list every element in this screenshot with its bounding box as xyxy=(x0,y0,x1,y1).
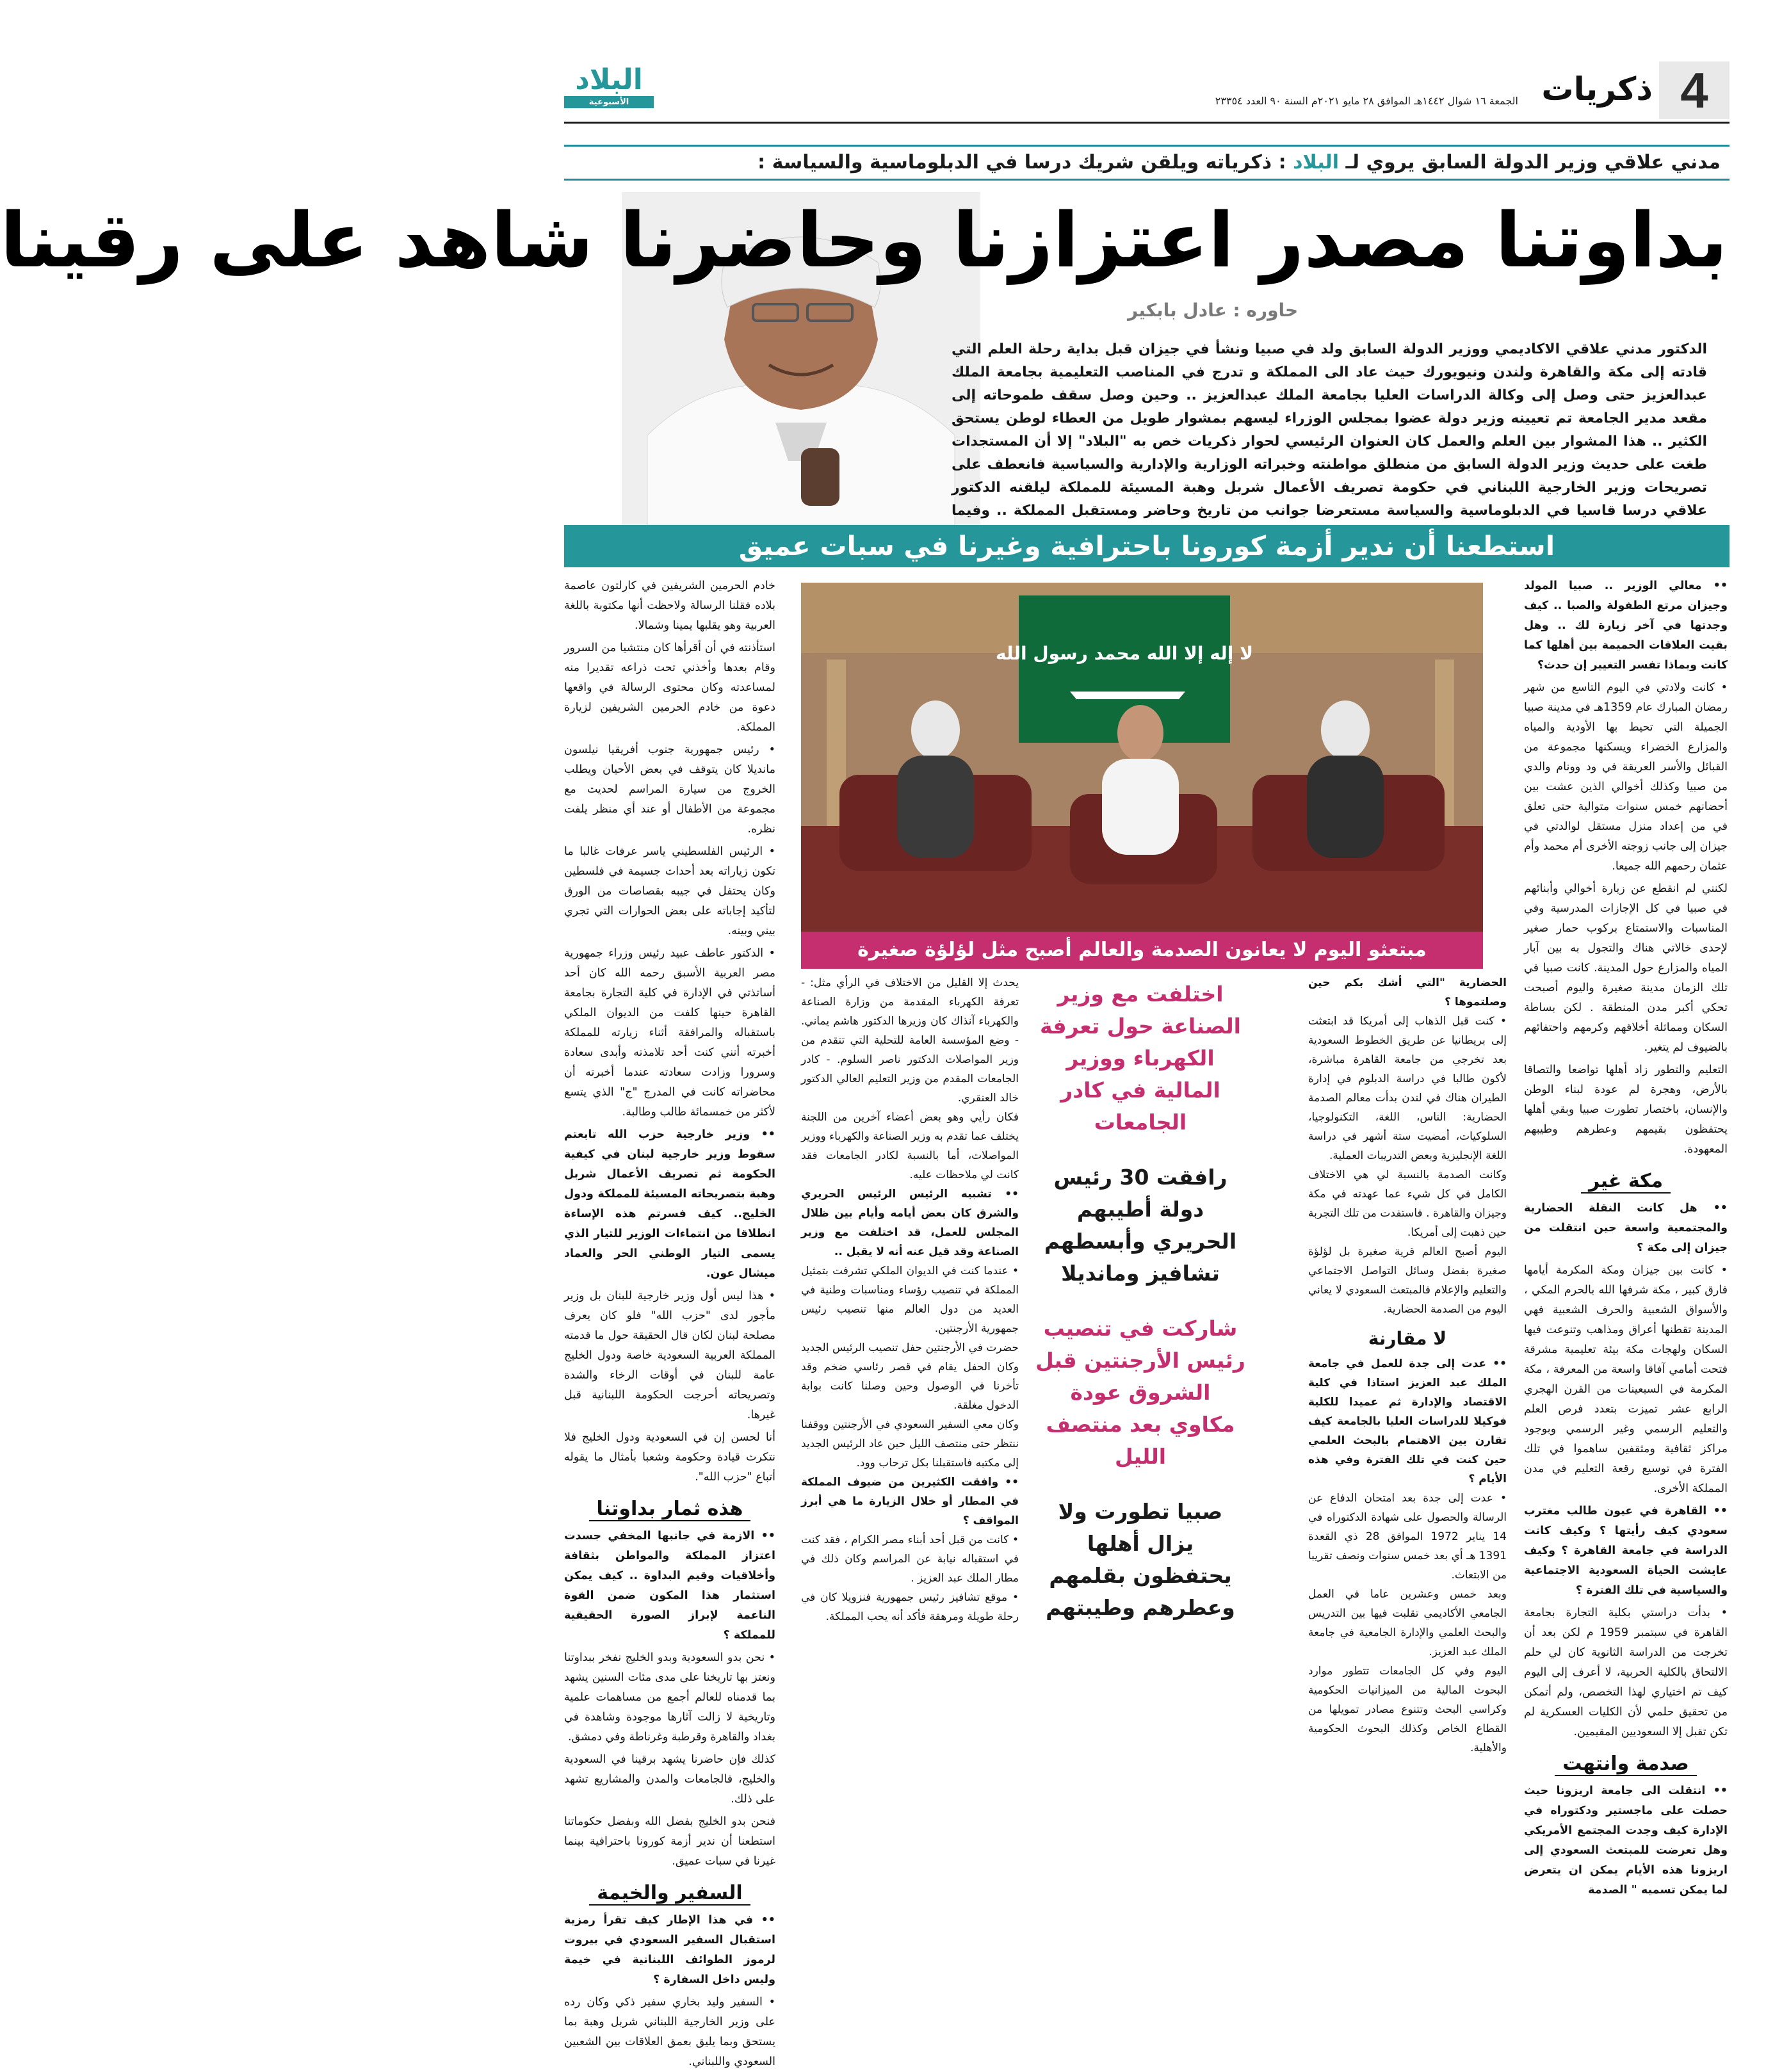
question: •• القاهرة في عيون طالب مغترب سعودي كيف رأيتها ؟ وكيف كانت الدراسة في جامعة القاهرة ؟ وكيف عايشت الحياة السعودية الاجتماعية والسياسية في تلك الفترة ؟ xyxy=(1524,1505,1728,1597)
intro-paragraph: الدكتور مدني علاقي الاكاديمي ووزير الدولة السابق ولد في صبيا ونشأ في جيزان قبل بداية رحلة العلم التي قادته إلى مكة والقاهرة ولندن ونيويورك حيث عاد الى المملكة و تدرج في المناصب التعليمية بجامعة الملك عبدالعزيز حتى وصل إلى وكالة الدراسات العليا بجامعة الملك عبدالعزيز .. وحين وصل سقف طموحاته إلى مقعد مدير الجامعة تم تعيينه وزير دولة عضوا بمجلس الوزراء ليسهم بمشوار طويل من العطاء لوطن يستحق الكثير .. هذا المشوار بين العلم والعمل كان العنوان الرئيسي لحوار ذكريات خص به "البلاد" إلا أن المستجدات طغت على حديث وزير الدولة السابق من منطلق مواطنته وخبراته الوزارية والإدارية والسياسية فانعطف على تصريحات وزير الخارجية اللبناني في حكومة تصريف الأعمال شربل وهبة المسيئة للمملكة ليلقنه الدكتور علاقي درسا قاسيا في الدبلوماسية والسياسة مستعرضا جوانب من تاريخ وحاضر ومستقبل المملكة .. وفيما xyxy=(952,341,1707,519)
page-header xyxy=(564,61,1730,119)
byline: حاوره : عادل بابكير xyxy=(1128,300,1299,321)
photo-caption: مبتعثو اليوم لا يعانون الصدمة والعالم أصبح مثل لؤلؤة صغيرة xyxy=(801,932,1483,969)
question: •• الازمة في جانبها المخفي جسدت اعتزاز المملكة والمواطن بثقافة وأخلاقيات وقيم البداوة .. كيف يمكن استثمار هذا المكون ضمن القوة الناعمة لإبراز الصورة الحقيقية للمملكة ؟ xyxy=(564,1530,775,1642)
pull-quotes xyxy=(1035,978,1246,1811)
kicker-after: : ذكرياته ويلقن شريك درسا في الدبلوماسية والسياسة : xyxy=(757,151,1286,174)
question: •• تشبيه الرئيس الرئيس الحريري والشرق كان بعض أيامه وأيام بين ظلال المجلس للعمل، قد اختلفت مع وزير الصناعة وقد قيل عنه أنه لا يقبل .. xyxy=(801,1188,1019,1258)
answer: • عدت إلى جدة بعد امتحان الدفاع عن الرسالة والحصول على شهادة الدكتوراه في 14 يناير 1972 الموافق 28 ذي القعدة 1391 هـ أي بعد خمس سنوات ونصف تقريبا من الابتعاث. xyxy=(1308,1492,1507,1582)
answer: • موقع تشافيز رئيس جمهورية فنزويلا كان في رحلة طويلة ومرهقة فأكد أنه يحب المملكة. xyxy=(801,1591,1019,1623)
section-banner: استطعنا أن ندير أزمة كورونا باحترافية وغيرنا في سبات عميق xyxy=(564,525,1730,567)
answer: • السفير وليد بخاري سفير ذكي وكان رده على وزير الخارجية اللبناني شربل وهبة بما يستحق وبما يليق بعمق العلاقات بين الشعبين السعودي واللبناني. xyxy=(564,1996,775,2068)
column-left xyxy=(564,576,775,2068)
column-middle-left xyxy=(801,973,1019,1940)
pull-quote: رافقت 30 رئيس دولة أطيبهم الحريري وأبسطهم تشافيز ومانديلا xyxy=(1044,1165,1237,1286)
flag-shahada: لا إله إلا الله محمد رسول الله xyxy=(996,643,1253,664)
question: •• انتقلت الى جامعة اريزونا حيث حصلت على ماجستير ودكتوراه في الإدارة كيف وجدت المجتمع الأمريكي وهل تعرضت للمبتعث السعودي إلى اريزونا هذه الأيام يمكن ان يتعرض لما يمكن تسميه " الصدمة xyxy=(1524,1785,1728,1897)
answer: التعليم والتطور زاد أهلها تواضعا والتصاقا بالأرض، وهجرة لم عودة لبناء الوطن والإنسان، باختصار تطورت صبيا وبقي أهلها يحتفظون بقيمهم وعطرهم وطيبهم المعهودة. xyxy=(1524,1064,1728,1156)
paragraph: فكان رأيي وهو بعض أعضاء آخرين من اللجنة يختلف عما تقدم به وزير الصناعة والكهرباء ووزير المواصلات، أما بالنسبة لكادر الجامعات فقد كانت لي ملاحظات عليه. xyxy=(801,1111,1019,1181)
question: •• وزير خارجية حزب الله تابعتم سقوط وزير خارجية لبنان في كيفية الحكومة ثم تصريف الأعمال شربل وهبة بتصريحاته المسيئة للمملكة ودول الخليج.. كيف فسرتم هذه الإساءة انطلاقا من انتماءات الوزير للتيار الذي يسمى التيار الوطني الحر والعماد ميشال عون. xyxy=(564,1128,775,1280)
answer: • بدأت دراستي بكلية التجارة بجامعة القاهرة في سبتمبر 1959 م لكن بعد أن تخرجت من الدراسة الثانوية كان لي حلم الالتحاق بالكلية الحربية، لا أعرف إلى اليوم كيف تم اختياري لهذا التخصص، ولم أتمكن من تحقيق حلمي لأن الكليات العسكرية لم تكن تقبل إلا السعوديين المقيمين. xyxy=(1524,1607,1728,1738)
dateline: الجمعة ١٦ شوال ١٤٤٢هـ الموافق ٢٨ مايو ٢٠٢١م السنة ٩٠ العدد ٢٣٣٥٤ xyxy=(1215,95,1518,107)
paragraph: يحدث إلا القليل من الاختلاف في الرأي مثل: - تعرفة الكهرباء المقدمة من وزارة الصناعة والكهرباء آنذاك كان وزيرها الدكتور هاشم يماني. - وضع المؤسسة العامة للتحلية التي تتقدم من وزير المواصلات الدكتور ناصر السلوم. - كادر الجامعات المقدم من وزير التعليم العالي الدكتور خالد العنقري. xyxy=(801,976,1019,1105)
pull-quote: شاركت في تنصيب رئيس الأرجنتين قبل الشروق عودة مكاوي بعد منتصف الليل xyxy=(1035,1316,1245,1469)
answer: • كانت بين جيزان ومكة المكرمة أيامها فارق كبير ، مكة شرفها الله بالحرم المكي ، والأسواق الشعبية والحرف الشعبية فهي المدينة تقطنها أعراق ومذاهب وتنوعت فيها السكان ولهجات مكة بيئة تعليمية مشرقة فتحت أمامي آفاقا واسعة من المعرفة ، مكة المكرمة في السبعينات من القرن الهجري الرابع عشر تميزت بتعدد فرص العلم والتعليم الرسمي وغير الرسمي وبوجود مراكز ثقافية ومثقفين ساهموا في تلك الفترة في توسيع رقعة التعليم في مدن المملكة الأخرى. xyxy=(1524,1264,1728,1495)
paragraph: خادم الحرمين الشريفين في كارلتون عاصمة بلاده فقلنا الرسالة ولاحظت أنها مكتوبة باللغة العربية وهو يقلبها يمينا وشمالا. xyxy=(564,579,775,632)
answer: لكنني لم انقطع عن زيارة أخوالي وأبنائهم في صبيا في كل الإجازات المدرسية وفي المناسبات والاستمتاع بركوب حمار صغير لإحدى خالاتي هناك والتجول به بين آبار المياه والمزارع حول المدينة. كانت صبيا في تلك الزمان مدينة صغيرة واليوم أصبحت تحكي أكبر مدن المنطقة . لكن بساطة السكان ومماثلة أخلاقهم وكرمهم واحتفائهم بالضيوف لم يتغير. xyxy=(1524,882,1728,1054)
answer: • كانت ولادتي في اليوم التاسع من شهر رمضان المبارك عام 1359هـ في مدينة صبيا الجميلة التي تحيط بها الأودية والمياه والمزارع الخضراء ويسكنها مجموعة من القبائل والأسر العريقة في ود وونام والدي من صبيا وكذلك أخوالي الذين عشت بين أحضانهم خمس سنوات متوالية حتى تعلق في من إعداد منزل مستقل لوالدتي في جيزان إلى جانب زوجته الأخرى أم محمد وأم عثمان رحمهم الله جميعا. xyxy=(1524,681,1728,873)
answer: أنا لحسن إن في السعودية ودول الخليج فلا نتكرث قيادة وحكومة وشعبا بأمثال ما يقوله أتباع "حزب الله". xyxy=(564,1431,775,1484)
kicker-before: مدني علاقي وزير الدولة السابق يروي لـ xyxy=(1345,151,1721,174)
answer: • كانت من قبل أحد أبناء مصر الكرام ، فقد كنت في استقباله نيابة عن المراسم وكان ذلك في مطار الملك عبد العزيز . xyxy=(801,1534,1019,1585)
answer: اليوم أصبح العالم قرية صغيرة بل لؤلؤة صغيرة بفضل وسائل التواصل الاجتماعي والتعليم والإعلام فالمبتعث السعودي لا يعاني اليوم من الصدمة الحضارية. xyxy=(1308,1245,1507,1316)
logo-subtitle: الأسبوعية xyxy=(564,96,654,108)
page-number: 4 xyxy=(1659,61,1730,119)
paragraph: • الرئيس الفلسطيني ياسر عرفات غالبا ما تكون زياراته بعد أحداث جسيمة في فلسطين وكان يحتفل في جيبه بقصاصات من الورق لتأكيد إجاباته على بعض الحوارات التي تجري بيني وبينه. xyxy=(564,845,775,937)
answer: • نحن بدو السعودية وبدو الخليج نفخر ببداوتنا ونعتز بها تاريخنا على مدى مئات السنين يشهد بما قدمناه للعالم أجمع من مساهمات علمية وتاريخية لا زالت آثارها موجودة وشاهدة في بغداد والقاهرة وقرطبة وغرناطة وفي دمشق. xyxy=(564,1651,775,1744)
section-title: ذكريات xyxy=(1541,70,1653,108)
answer: • كنت قبل الذهاب إلى أمريكا قد ابتعثت إلى بريطانيا عن طريق الخطوط السعودية بعد تخرجي من جامعة القاهرة مباشرة، لأكون طالبا في دراسة الدبلوم في إدارة الطيران هناك في لندن بدأت معالم الصدمة الحضارية: الناس، اللغة، التكنولوجيا، السلوكيات، أمضيت ستة أشهر في دراسة اللغة الإنجليزية وبعض التدريبات العملية. xyxy=(1308,1015,1507,1162)
column-middle-right xyxy=(1308,973,1507,1940)
logo-text: البلاد xyxy=(575,63,643,96)
pull-quote: صبيا تطورت ولا يزال أهلها يحتفظون بقلمهم وعطرهم وطيبتهم xyxy=(1046,1499,1235,1620)
answer: • عندما كنت في الديوان الملكي تشرفت بتمثيل المملكة في تنصيب رؤساء ومناسبات وطنية في العديد من دول العالم منها تنصيب رئيس جمهورية الأرجنتين. xyxy=(801,1265,1019,1335)
question: •• معالي الوزير .. صبيا المولد وجيزان مرتع الطفولة والصبا .. كيف وجدتها في آخر زيارة لك .. وهل بقيت العلاقات الحميمة بين أهلها كما كانت وبماذا تفسر التغيير إن حدث؟ xyxy=(1524,579,1728,672)
subheading: لا مقارنة xyxy=(1368,1328,1447,1349)
answer: كذلك فإن حاضرنا يشهد برقينا في السعودية والخليج، فالجامعات والمدن والمشاريع تشهد على ذلك. xyxy=(564,1753,775,1806)
pull-quote: اختلفت مع وزير الصناعة حول تعرفة الكهرباء ووزير المالية في كادر الجامعات xyxy=(1040,982,1241,1135)
paragraph: استأذنته في أن أقرأها كان منتشيا من السرور وقام بعدها وأخذني تحت ذراعه تقديرا منه لمساعدته وكان محتوى الرسالة في واقعها دعوة من خادم الحرمين الشريفين لزيارة المملكة. xyxy=(564,642,775,734)
answer: وكان معي السفير السعودي في الأرجنتين ووقفنا ننتظر حتى منتصف الليل حين عاد الرئيس الجديد إلى مكتبه فاستقبلنا بكل ترحاب وود. xyxy=(801,1418,1019,1469)
paragraph: • رئيس جمهورية جنوب أفريقيا نيلسون مانديلا كان يتوقف في بعض الأحيان ويطلب الخروج من سيارة المراسم لحديث مع مجموعة من الأطفال أو عند أي منظر يلفت نظره. xyxy=(564,743,775,836)
answer: وبعد خمس وعشرين عاما في العمل الجامعي الأكاديمي تقلبت فيها بين التدريس والبحث العلمي والإدارة الجامعية في جامعة الملك عبد العزيز. xyxy=(1308,1588,1507,1658)
question: •• في هذا الإطار كيف تقرأ رمزية استقبال السفير السعودي في بيروت لرموز الطوائف اللبنانية في خيمة وليس داخل السفارة ؟ xyxy=(564,1914,775,1986)
header-divider xyxy=(564,122,1730,124)
meeting-photo xyxy=(801,583,1483,932)
question: •• هل كانت النقلة الحضارية والمجتمعية واسعة حين انتقلت من جيزان إلى مكة ؟ xyxy=(1524,1202,1728,1254)
answer: وكانت الصدمة بالنسبة لي هي الاختلاف الكامل في كل شيء عما عهدته في مكة وجيزان والقاهرة . فاستفدت من تلك التجربة حين ذهبت إلى أمريكا. xyxy=(1308,1169,1507,1239)
subheading: صدمة وانتهت xyxy=(1524,1752,1728,1775)
main-headline: بداوتنا مصدر اعتزازنا وحاضرنا شاهد على رقينا xyxy=(0,196,1728,284)
answer: فنحن بدو الخليج بفضل الله وبفضل حكوماتنا استطعنا أن ندير أزمة كورونا باحترافية بينما غيرنا في سبات عميق. xyxy=(564,1815,775,1868)
column-right xyxy=(1524,576,1728,1940)
subheading: السفير والخيمة xyxy=(564,1882,775,1904)
answer: حضرت في الأرجنتين حفل تنصيب الرئيس الجديد وكان الحفل يقام في قصر رئاسي ضخم وقد تأخرنا في الوصول وحين وصلنا كانت بوابة الدخول مغلقة. xyxy=(801,1341,1019,1412)
question: الحضارية "التي أشك بكم حين وصلتموها ؟ xyxy=(1308,976,1507,1008)
paragraph: • الدكتور عاطف عبيد رئيس وزراء جمهورية مصر العربية الأسبق رحمه الله كان أحد أساتذتي في الإدارة في كلية التجارة بجامعة القاهرة حينها كلفت من الديوان الملكي باستقباله والمرافقة أثناء زيارته للمملكة أخبرته أنني كنت أحد تلامذته وأبدى سعادة وسرورا وزادت سعادته عندما أخبرته أن محاضراته كانت في المدرج "ج" الذي يتسع لأكثر من خمسمائة طالب وطالبة. xyxy=(564,947,775,1119)
newspaper-logo[interactable] xyxy=(564,64,654,115)
answer: • هذا ليس أول وزير خارجية للبنان بل وزير مأجور لدى "حزب الله" فلو كان يعرف مصلحة لبنان لكان قال الحقيقة حول ما قدمته المملكة العربية السعودية خاصة ودول الخليج عامة للبنان في أوقات الرخاء والشدة وتصريحاته أحرجت الحكومة اللبنانية قبل غيرها. xyxy=(564,1290,775,1421)
subheading: مكة غير xyxy=(1524,1170,1728,1192)
kicker xyxy=(564,145,1730,181)
answer: اليوم وفي كل الجامعات تتطور موارد البحوث المالية من الميزانيات الحكومية وكراسي البحث وتتنوع مصادر تمويلها من القطاع الخاص وكذلك البحوث الحكومية والأهلية. xyxy=(1308,1665,1507,1754)
question: •• عدت إلى جدة للعمل في جامعة الملك عبد العزيز استاذا في كلية الاقتصاد والإدارة ثم عميدا للكلية فوكيلا للدراسات العليا بالجامعة كيف تقارن بين الاهتمام بالبحث العلمي حين كنت في تلك الفترة وفي هذه الأيام ؟ xyxy=(1308,1357,1507,1485)
kicker-brand: البلاد xyxy=(1293,151,1340,174)
meeting-illustration xyxy=(801,583,1483,932)
subheading: هذه ثمار بداوتنا xyxy=(564,1498,775,1520)
question: •• وافقت الكثيرين من ضيوف المملكة في المطار أو خلال الزيارة ما هي أبرز المواقف ؟ xyxy=(801,1476,1019,1527)
